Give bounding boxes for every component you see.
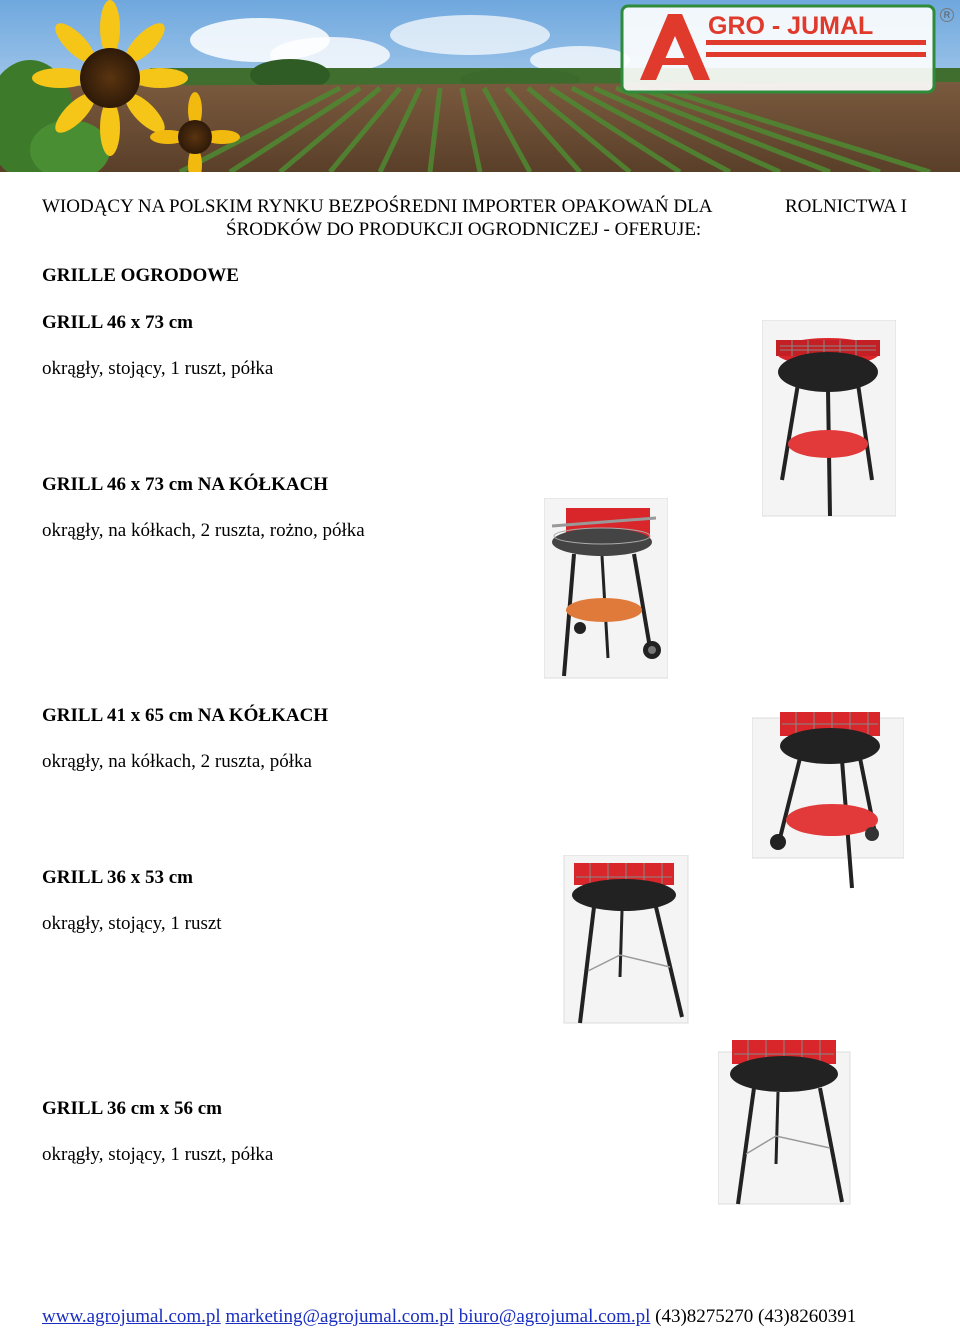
product-desc: okrągły, stojący, 1 ruszt — [42, 913, 222, 934]
product-name: GRILL 41 x 65 cm NA KÓŁKACH — [42, 705, 329, 726]
product-desc: okrągły, stojący, 1 ruszt, półka — [42, 358, 274, 379]
product-name: GRILL 46 x 73 cm — [42, 312, 193, 333]
tagline-line2: ŚRODKÓW DO PRODUKCJI OGRODNICZEJ - OFERUJE: — [226, 219, 702, 240]
logo-text: GRO - JUMAL — [708, 12, 874, 40]
header-banner — [0, 0, 960, 172]
registered-mark: R — [940, 8, 954, 22]
marketing-email-link[interactable]: marketing@agrojumal.com.pl — [225, 1306, 455, 1327]
grill-standing-image — [556, 855, 690, 1027]
website-link[interactable]: www.agrojumal.com.pl — [42, 1306, 221, 1327]
footer-contact — [42, 1306, 856, 1328]
product-desc: okrągły, na kółkach, 2 ruszta, półka — [42, 751, 312, 772]
tagline-line1-part2: ROLNICTWA I — [785, 196, 907, 217]
product-name: GRILL 36 cm x 56 cm — [42, 1098, 222, 1119]
tagline-line1-part1: WIODĄCY NA POLSKIM RYNKU BEZPOŚREDNI IMPORTER OPAKOWAŃ DLA — [42, 196, 713, 217]
product-desc: okrągły, stojący, 1 ruszt, półka — [42, 1144, 274, 1165]
section-title: GRILLE OGRODOWE — [42, 265, 239, 286]
grill-wheels-image — [752, 710, 904, 890]
product-name: GRILL 46 x 73 cm NA KÓŁKACH — [42, 474, 329, 495]
grill-standing-shelf-image — [762, 320, 896, 520]
grill-standing-tripod-image — [718, 1036, 858, 1208]
product-name: GRILL 36 x 53 cm — [42, 867, 193, 888]
phone-numbers: (43)8275270 (43)8260391 — [655, 1306, 857, 1327]
grill-wheels-spit-image — [544, 498, 668, 680]
office-email-link[interactable]: biuro@agrojumal.com.pl — [458, 1306, 651, 1327]
product-desc: okrągły, na kółkach, 2 ruszta, rożno, półka — [42, 520, 365, 541]
